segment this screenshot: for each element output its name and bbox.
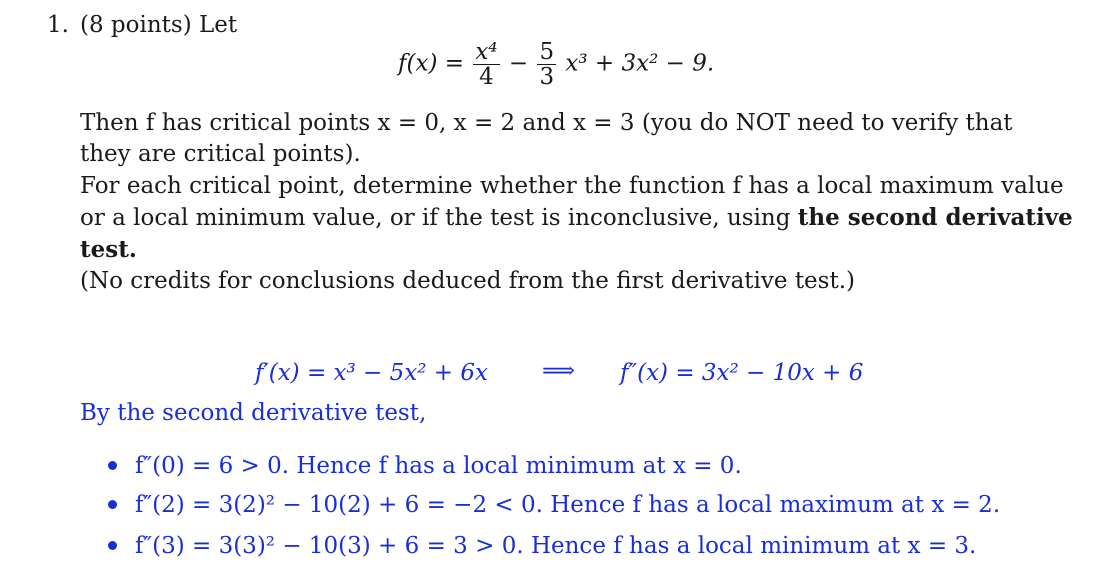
statement-line-1: Then f has critical points x = 0, x = 2 and x = 3 (you do NOT need to verify that bbox=[80, 110, 1013, 136]
minus-sign: − bbox=[508, 50, 529, 77]
second-derivative-emphasis: the second derivative bbox=[797, 204, 1073, 231]
solution-intro: By the second derivative test, bbox=[80, 400, 427, 426]
problem-header: (8 points) Let bbox=[80, 12, 238, 38]
statement-line-6: (No credits for conclusions deduced from the first derivative test.) bbox=[80, 268, 856, 294]
fraction-5-over-3 bbox=[537, 40, 556, 89]
fraction-x4-over-4 bbox=[473, 40, 499, 89]
problem-number: 1. bbox=[47, 12, 69, 38]
fraction-numerator: 5 bbox=[539, 39, 555, 65]
statement-line-4-plain: or a local minimum value, or if the test is inconclusive, using bbox=[80, 205, 798, 231]
second-derivative: f″(x) = 3x² − 10x + 6 bbox=[620, 360, 864, 386]
bullet-icon bbox=[108, 541, 117, 550]
statement-line-5: test. bbox=[80, 236, 137, 263]
fx-rest: x³ + 3x² − 9. bbox=[565, 50, 715, 77]
fraction-denominator: 4 bbox=[479, 64, 494, 91]
list-item bbox=[108, 494, 1000, 517]
first-derivative: f′(x) = x³ − 5x² + 6x bbox=[255, 360, 488, 386]
fraction-denominator: 3 bbox=[539, 64, 555, 91]
list-item bbox=[108, 535, 976, 558]
statement-line-2: they are critical points). bbox=[80, 141, 361, 167]
fraction-numerator: x⁴ bbox=[475, 39, 498, 65]
implies-arrow: ⟹ bbox=[542, 358, 575, 384]
bullet-text: f″(0) = 6 > 0. Hence f has a local minimum at x = 0. bbox=[135, 453, 742, 479]
function-definition bbox=[398, 40, 714, 89]
bullet-text: f″(3) = 3(3)² − 10(3) + 6 = 3 > 0. Hence f has a local minimum at x = 3. bbox=[135, 533, 977, 559]
bullet-icon bbox=[108, 461, 117, 470]
fx-lhs: f(x) = bbox=[398, 50, 465, 77]
bullet-icon bbox=[108, 500, 117, 509]
list-item bbox=[108, 455, 742, 478]
bullet-text: f″(2) = 3(2)² − 10(2) + 6 = −2 < 0. Hence f has a local maximum at x = 2. bbox=[135, 492, 1001, 518]
statement-line-4 bbox=[80, 206, 1073, 230]
statement-line-3: For each critical point, determine whether the function f has a local maximum value bbox=[80, 173, 1064, 199]
